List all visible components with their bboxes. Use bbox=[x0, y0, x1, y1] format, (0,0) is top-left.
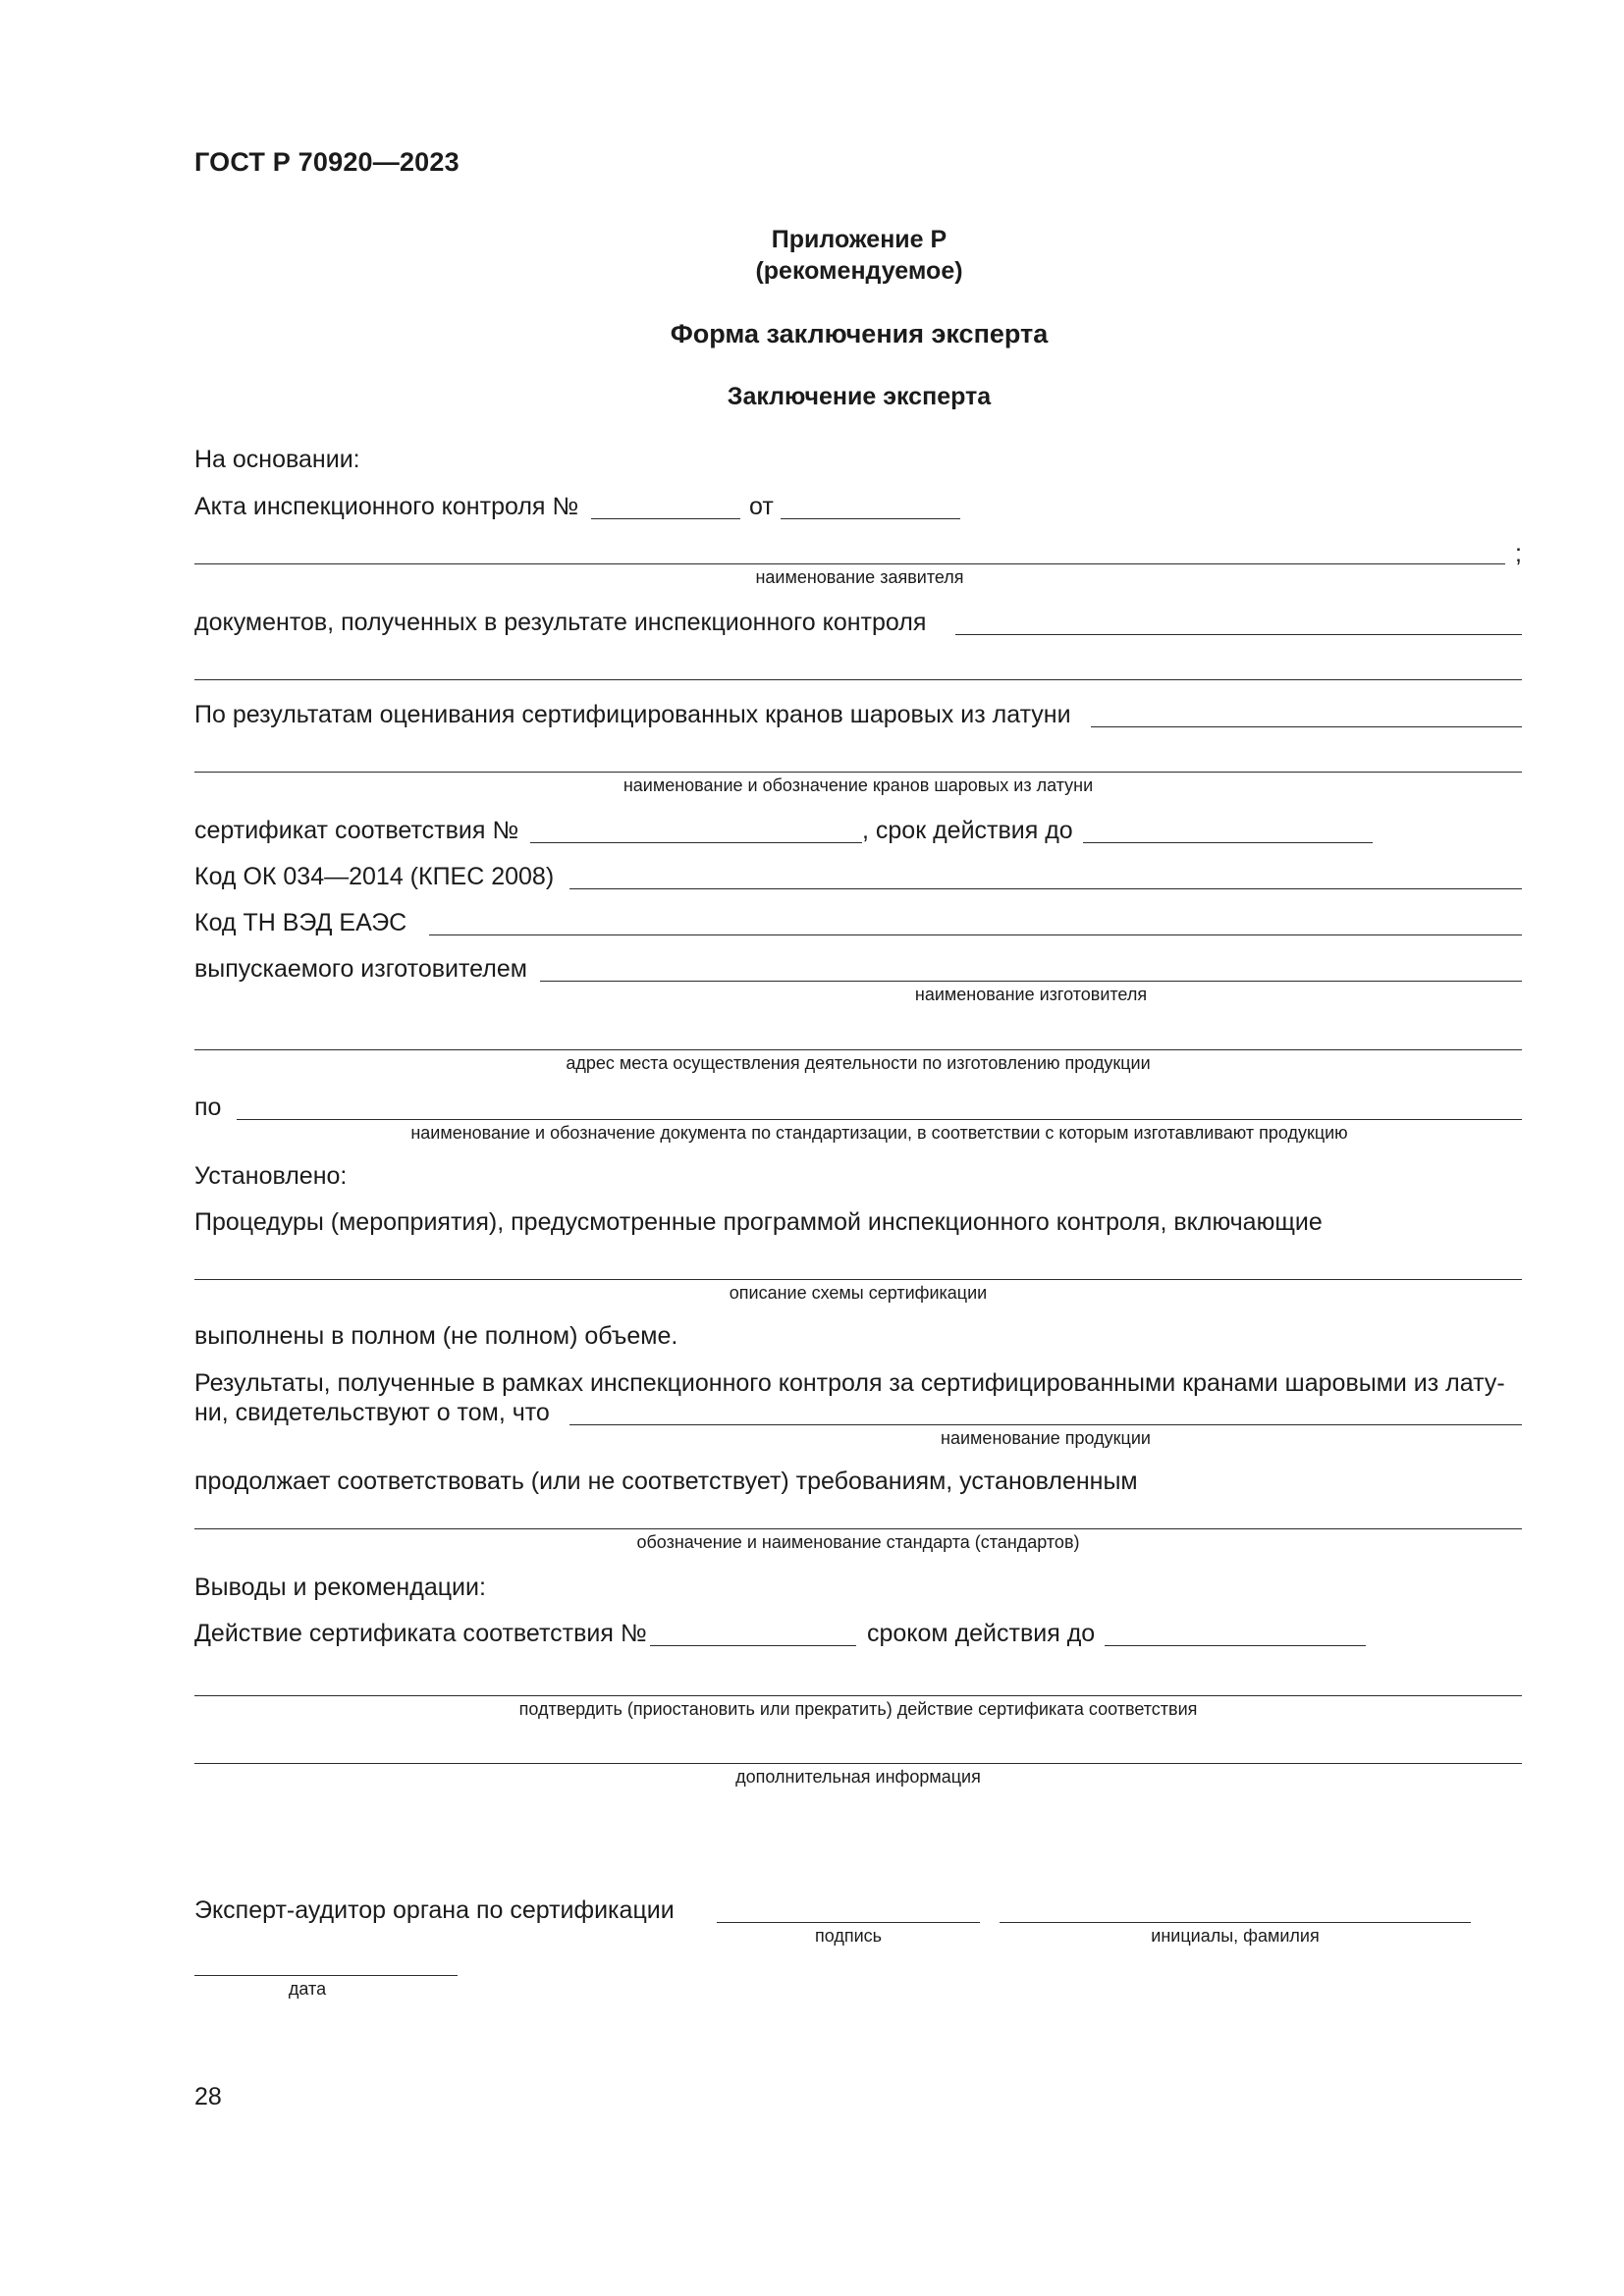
caption-product: наименование продукции bbox=[941, 1428, 1151, 1448]
caption-applicant: наименование заявителя bbox=[755, 567, 964, 587]
additional-field[interactable] bbox=[194, 1763, 1522, 1764]
appendix-status: (рекомендуемое) bbox=[755, 257, 963, 285]
standards-field[interactable] bbox=[194, 1528, 1522, 1529]
caption-additional: дополнительная информация bbox=[735, 1767, 981, 1787]
product-field[interactable] bbox=[569, 1424, 1522, 1425]
caption-date: дата bbox=[288, 1979, 327, 1999]
name-field[interactable] bbox=[1000, 1922, 1471, 1923]
semicolon: ; bbox=[1515, 540, 1522, 567]
manufacturer-field[interactable] bbox=[540, 981, 1522, 982]
documents-field[interactable] bbox=[955, 634, 1522, 635]
cert-action-valid-field[interactable] bbox=[1105, 1645, 1366, 1646]
standard-number: ГОСТ Р 70920—2023 bbox=[194, 147, 460, 177]
cert-action-number-field[interactable] bbox=[650, 1645, 856, 1646]
expert-label: Эксперт-аудитор органа по сертификации bbox=[194, 1896, 675, 1924]
tn-code-field[interactable] bbox=[429, 934, 1522, 935]
manufacturer-label: выпускаемого изготовителем bbox=[194, 955, 527, 983]
confirm-field[interactable] bbox=[194, 1695, 1522, 1696]
caption-name: инициалы, фамилия bbox=[1151, 1926, 1320, 1946]
tn-code-label: Код ТН ВЭД ЕАЭС bbox=[194, 909, 407, 936]
act-from-label: от bbox=[749, 493, 774, 520]
act-date-field[interactable] bbox=[781, 518, 960, 519]
standard-doc-field[interactable] bbox=[237, 1119, 1522, 1120]
conclusions-label: Выводы и рекомендации: bbox=[194, 1574, 486, 1601]
certificate-label: сертификат соответствия № bbox=[194, 817, 519, 844]
cert-action-valid-label: сроком действия до bbox=[867, 1620, 1096, 1647]
signature-field[interactable] bbox=[717, 1922, 980, 1923]
by-label: по bbox=[194, 1094, 222, 1121]
caption-address: адрес места осуществления деятельности по изготовлению продукции bbox=[566, 1053, 1151, 1073]
address-field[interactable] bbox=[194, 1049, 1522, 1050]
act-number-field[interactable] bbox=[591, 518, 740, 519]
caption-confirm: подтвердить (приостановить или прекратить) действие сертификата соответствия bbox=[518, 1699, 1198, 1719]
valves-field[interactable] bbox=[194, 772, 1522, 773]
documents-field-2[interactable] bbox=[194, 679, 1522, 680]
procedures-label: Процедуры (мероприятия), предусмотренные программой инспекционного контроля, включающие bbox=[194, 1208, 1323, 1236]
performed-label: выполнены в полном (не полном) объеме. bbox=[194, 1322, 678, 1350]
results-assessment-label: По результатам оценивания сертифицированных кранов шаровых из латуни bbox=[194, 701, 1071, 728]
results-assessment-field[interactable] bbox=[1091, 726, 1522, 727]
results-line-2: ни, свидетельствуют о том, что bbox=[194, 1399, 550, 1426]
conclusion-title: Заключение эксперта bbox=[727, 383, 992, 410]
certificate-valid-field[interactable] bbox=[1083, 842, 1373, 843]
scheme-field[interactable] bbox=[194, 1279, 1522, 1280]
documents-label: документов, полученных в результате инспекционного контроля bbox=[194, 609, 927, 636]
ok-code-field[interactable] bbox=[569, 888, 1522, 889]
appendix-title: Приложение Р bbox=[771, 226, 947, 253]
established-label: Установлено: bbox=[194, 1162, 348, 1190]
date-field[interactable] bbox=[194, 1975, 458, 1976]
certificate-number-field[interactable] bbox=[530, 842, 862, 843]
ok-code-label: Код ОК 034—2014 (КПЕС 2008) bbox=[194, 863, 555, 890]
applicant-field[interactable] bbox=[194, 563, 1505, 564]
caption-scheme: описание схемы сертификации bbox=[729, 1283, 988, 1303]
basis-label: На основании: bbox=[194, 446, 360, 473]
act-label: Акта инспекционного контроля № bbox=[194, 493, 579, 520]
caption-standard-doc: наименование и обозначение документа по стандартизации, в соответствии с которым изготавливают продукцию bbox=[410, 1123, 1348, 1143]
certificate-valid-label: , срок действия до bbox=[862, 817, 1073, 844]
continues-label: продолжает соответствовать (или не соответствует) требованиям, установленным bbox=[194, 1468, 1138, 1495]
caption-valves: наименование и обозначение кранов шаровых из латуни bbox=[623, 775, 1094, 795]
caption-manufacturer: наименование изготовителя bbox=[914, 985, 1148, 1004]
cert-action-label: Действие сертификата соответствия № bbox=[194, 1620, 647, 1647]
caption-standards: обозначение и наименование стандарта (стандартов) bbox=[636, 1532, 1080, 1552]
page-number: 28 bbox=[194, 2083, 222, 2110]
caption-signature: подпись bbox=[814, 1926, 883, 1946]
results-line-1: Результаты, полученные в рамках инспекционного контроля за сертифицированными кранами шаровыми из лату- bbox=[194, 1369, 1505, 1397]
form-title: Форма заключения эксперта bbox=[670, 319, 1049, 348]
